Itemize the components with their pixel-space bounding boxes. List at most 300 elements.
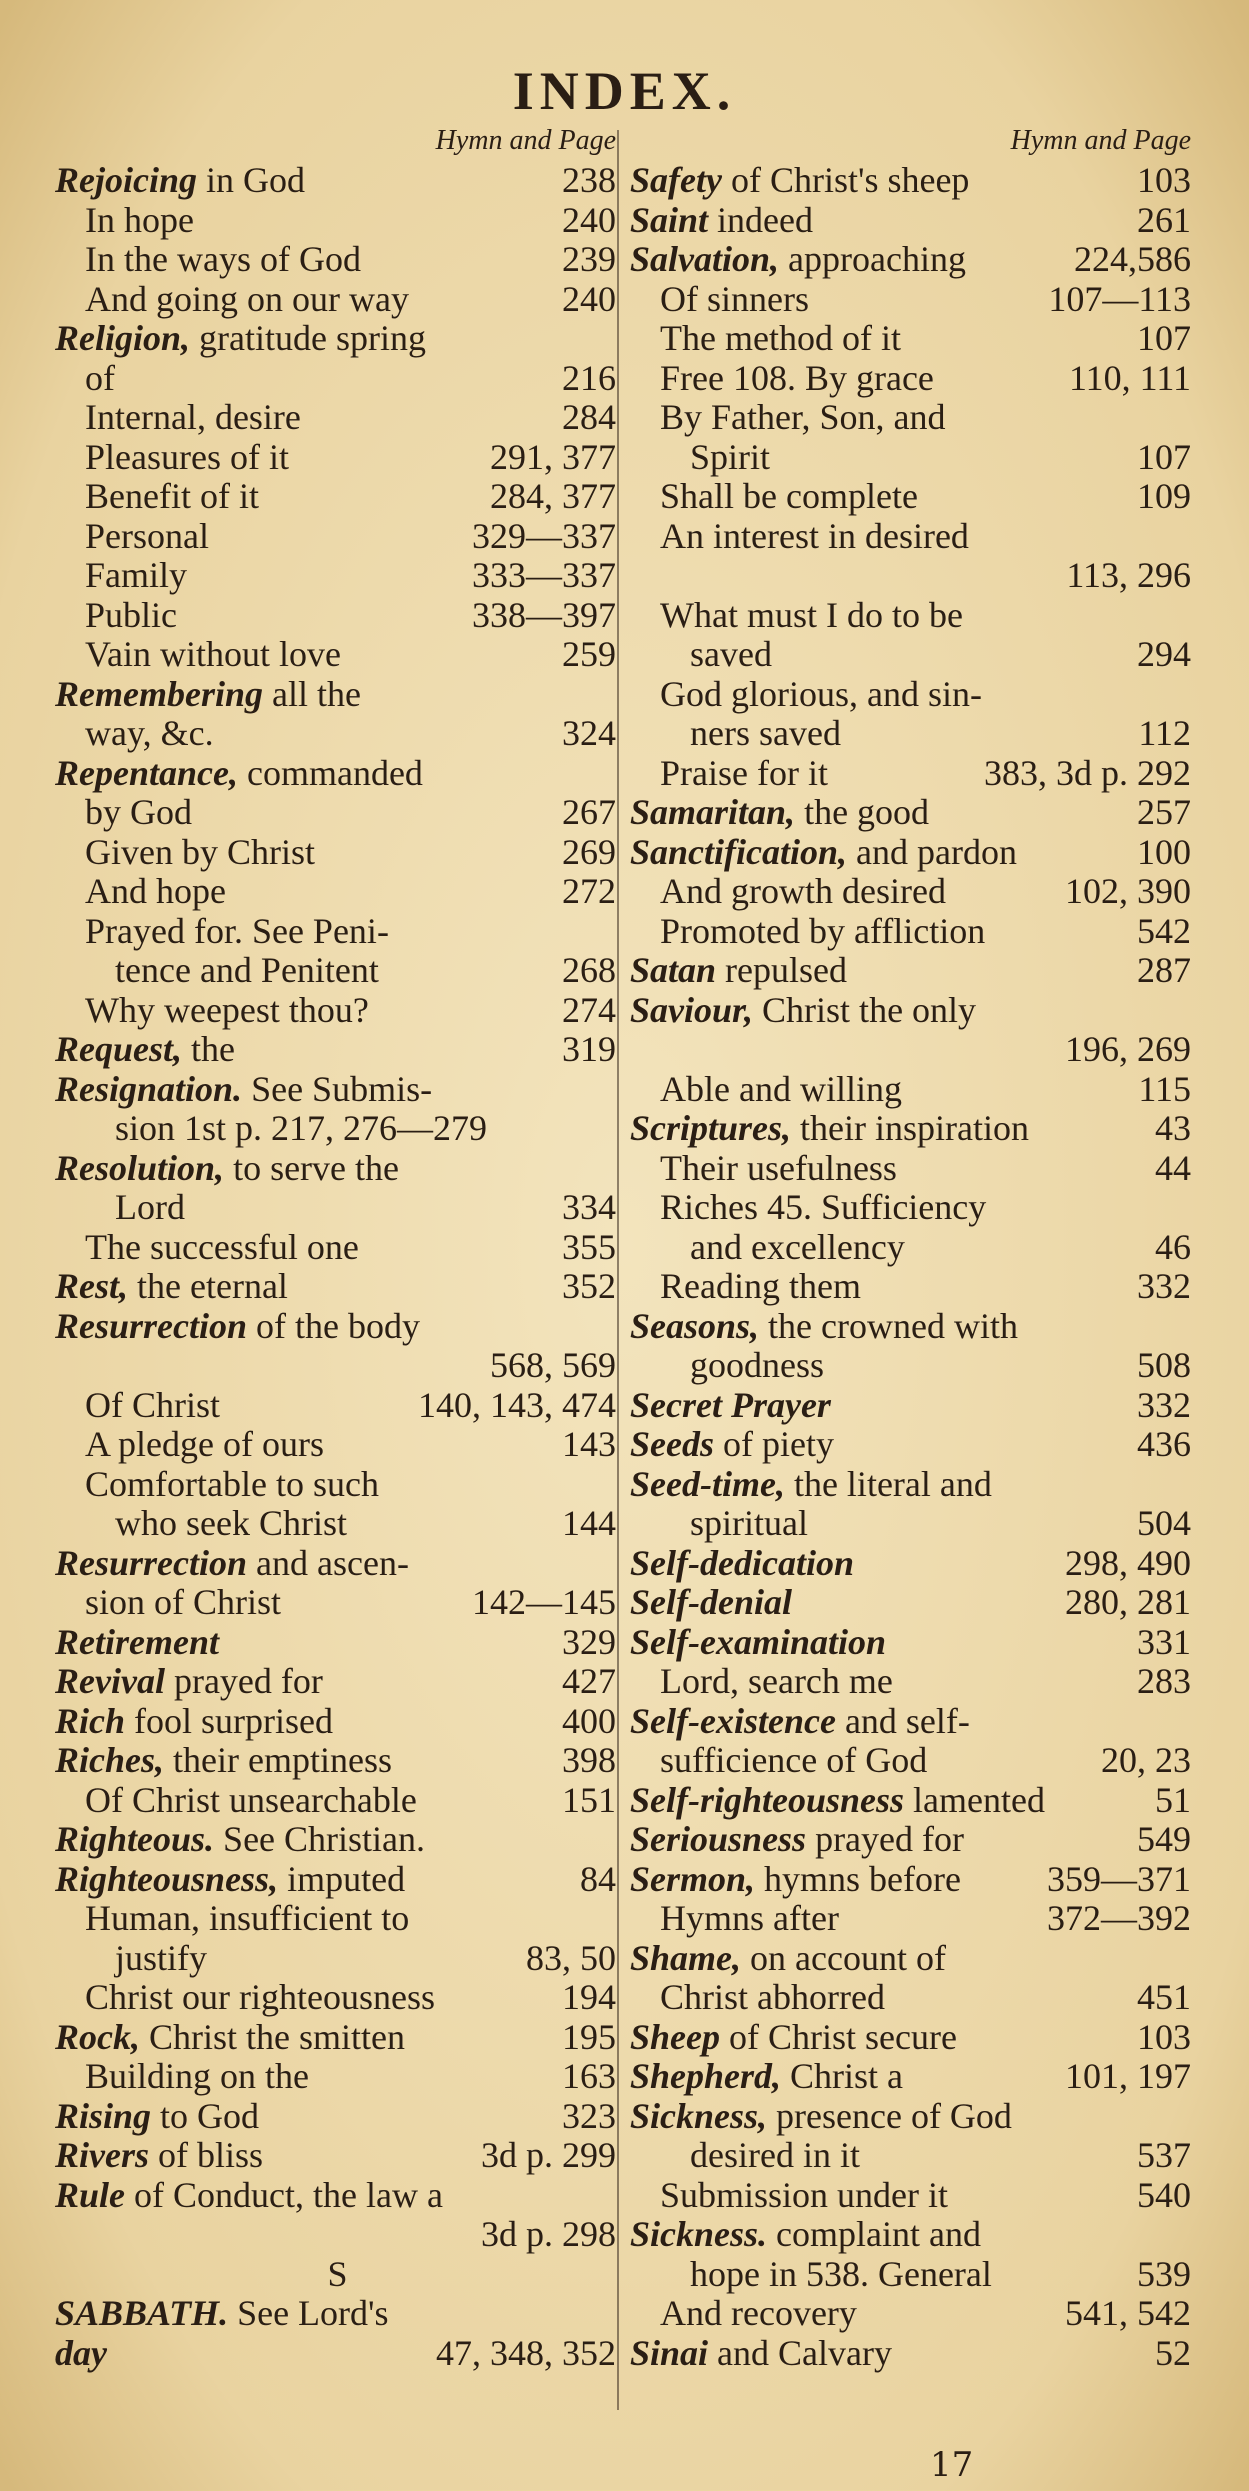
- entry-rest: indeed: [708, 199, 814, 240]
- entry-text: [630, 833, 1017, 873]
- entry-text: [85, 793, 192, 833]
- entry-text: [630, 1702, 970, 1742]
- entry-keyword: Rock,: [55, 2016, 140, 2057]
- index-entry: [630, 1899, 1195, 1939]
- entry-pages: 268: [562, 950, 616, 990]
- entry-text: [630, 240, 966, 280]
- entry-rest: and self-: [835, 1700, 970, 1741]
- index-entry: [55, 2097, 620, 2137]
- entry-text: [630, 1860, 961, 1900]
- entry-text: [630, 1820, 964, 1860]
- entry-text: [660, 280, 809, 320]
- entry-pages: 541, 542: [1065, 2293, 1191, 2333]
- entry-rest: and Calvary: [708, 2332, 892, 2373]
- entry-text: [690, 1504, 808, 1544]
- entry-text: [55, 1860, 405, 1900]
- entry-pages: 194: [562, 1977, 616, 2017]
- entry-pages: 267: [562, 792, 616, 832]
- entry-pages: 3d p. 299: [481, 2135, 616, 2175]
- entry-text: [660, 2294, 857, 2334]
- entry-rest: Public: [85, 594, 178, 635]
- entry-rest: lamented: [904, 1779, 1045, 1820]
- entry-text: [85, 596, 177, 636]
- index-entry: [630, 1781, 1195, 1821]
- index-entry: [630, 161, 1195, 201]
- entry-keyword: Remembering: [55, 673, 263, 714]
- entry-text: [85, 1583, 281, 1623]
- index-entry: [55, 201, 620, 241]
- entry-text: [660, 319, 901, 359]
- entry-keyword: Seriousness: [630, 1819, 807, 1859]
- entry-keyword: Self-examination: [630, 1621, 887, 1662]
- entry-rest: Spirit: [690, 436, 771, 477]
- entry-rest: S: [327, 2253, 348, 2294]
- entry-pages: 436: [1137, 1424, 1191, 1464]
- entry-pages: 224,586: [1074, 239, 1191, 279]
- entry-text: [55, 1267, 288, 1307]
- entry-pages: 43: [1155, 1108, 1191, 1148]
- entry-text: [660, 596, 963, 636]
- index-entry: [630, 1425, 1195, 1465]
- right-column-header: Hymn and Page: [1010, 125, 1191, 156]
- entry-text: [55, 675, 361, 715]
- entry-rest: In the ways of God: [85, 239, 361, 279]
- entry-rest: Submission under it: [660, 2174, 949, 2215]
- entry-keyword: Sickness,: [630, 2095, 768, 2136]
- entry-rest: Promoted by affliction: [660, 910, 986, 951]
- entry-rest: sufficience of God: [660, 1740, 928, 1780]
- entry-text: [630, 1939, 946, 1979]
- entry-text: [660, 1149, 897, 1189]
- entry-rest: Christ a: [781, 2056, 904, 2096]
- index-entry: [630, 438, 1195, 478]
- entry-pages: 352: [562, 1266, 616, 1306]
- index-entry: [630, 556, 1195, 596]
- entry-text: [660, 517, 969, 557]
- entry-rest: and ascen-: [247, 1542, 409, 1583]
- entry-pages: 332: [1137, 1384, 1191, 1425]
- index-entry: [630, 1662, 1195, 1702]
- index-entry: [630, 398, 1195, 438]
- entry-text: [660, 2176, 948, 2216]
- index-entry: [630, 2294, 1195, 2334]
- entry-text: [690, 1228, 905, 1268]
- entry-rest: to God: [151, 2095, 260, 2136]
- entry-pages: 329: [562, 1621, 616, 1662]
- entry-pages: 537: [1137, 2135, 1191, 2175]
- entry-text: [55, 1149, 399, 1189]
- entry-text: [630, 2334, 892, 2374]
- entry-text: [55, 2255, 620, 2295]
- entry-keyword: Rising: [55, 2095, 152, 2136]
- entry-text: [115, 1109, 487, 1149]
- index-entry: [55, 1820, 620, 1860]
- entry-keyword: Self-righteousness: [630, 1779, 905, 1820]
- entry-pages: 47, 348, 352: [436, 2332, 616, 2373]
- entry-rest: Reading them: [660, 1266, 861, 1306]
- entry-pages: 20, 23: [1101, 1740, 1191, 1780]
- index-entry: [55, 280, 620, 320]
- entry-rest: of bliss: [149, 2135, 264, 2175]
- entry-rest: complaint and: [767, 2214, 981, 2254]
- index-entry: [630, 359, 1195, 399]
- entry-keyword: Shepherd,: [630, 2056, 782, 2096]
- entry-pages: 240: [562, 199, 616, 240]
- index-entry: [55, 675, 620, 715]
- entry-keyword: Satan: [630, 950, 717, 990]
- entry-keyword: Resolution,: [55, 1147, 225, 1188]
- entry-text: [660, 872, 946, 912]
- index-entry: [630, 1860, 1195, 1900]
- entry-text: [660, 1662, 893, 1702]
- index-entry: [55, 1583, 620, 1623]
- entry-text: [85, 1386, 220, 1426]
- entry-rest: the literal and: [784, 1463, 992, 1504]
- entry-text: [85, 1781, 417, 1821]
- entry-text: [55, 2018, 405, 2058]
- entry-pages: 294: [1137, 634, 1191, 674]
- index-entry: [55, 833, 620, 873]
- entry-rest: sion 1st p. 217, 276—279: [115, 1108, 488, 1148]
- entry-rest: Pleasures of it: [85, 436, 289, 477]
- entry-text: [630, 991, 976, 1031]
- entry-rest: Of Christ: [85, 1384, 220, 1425]
- entry-pages: 107—113: [1048, 278, 1191, 319]
- index-entry: [630, 2334, 1195, 2374]
- entry-pages: 323: [562, 2095, 616, 2136]
- entry-rest: See Lord's: [228, 2293, 389, 2333]
- entry-rest: By Father, Son, and: [660, 397, 946, 437]
- entry-pages: 355: [562, 1226, 616, 1267]
- entry-pages: 107: [1137, 318, 1191, 358]
- entry-pages: 568, 569: [490, 1345, 616, 1385]
- entry-rest: Internal, desire: [85, 397, 301, 437]
- entry-keyword: Seed-time,: [630, 1463, 785, 1504]
- entry-text: [660, 1978, 885, 2018]
- entry-rest: Lord, search me: [660, 1661, 893, 1701]
- entry-rest: And going on our way: [85, 278, 409, 319]
- entry-text: [630, 1386, 831, 1426]
- entry-pages: 284, 377: [490, 476, 616, 516]
- entry-rest: sion of Christ: [85, 1582, 282, 1622]
- entry-rest: the good: [795, 792, 930, 832]
- index-entry: [55, 912, 620, 952]
- entry-rest: Given by Christ: [85, 831, 315, 872]
- index-entry: [55, 1781, 620, 1821]
- entry-text: [660, 398, 946, 438]
- index-entry: [55, 2294, 620, 2334]
- entry-rest: Free 108. By grace: [660, 357, 934, 398]
- index-entry: [55, 359, 620, 399]
- entry-pages: 331: [1137, 1621, 1191, 1662]
- entry-text: [55, 1623, 219, 1663]
- index-entry: [55, 2176, 620, 2216]
- entry-text: [55, 1741, 392, 1781]
- entry-rest: goodness: [690, 1345, 824, 1385]
- entry-text: [85, 1465, 379, 1505]
- index-entry: [630, 201, 1195, 241]
- entry-text: [630, 1307, 1018, 1347]
- entry-rest: in God: [197, 160, 305, 200]
- entry-text: [85, 201, 194, 241]
- entry-pages: 110, 111: [1069, 357, 1191, 398]
- index-entry: [630, 1307, 1195, 1347]
- entry-pages: 103: [1137, 160, 1191, 200]
- entry-pages: 100: [1137, 831, 1191, 872]
- index-entry: [630, 951, 1195, 991]
- index-entry: [630, 1188, 1195, 1228]
- index-entry: [630, 280, 1195, 320]
- index-entry: [630, 833, 1195, 873]
- entry-rest: Christ abhorred: [660, 1977, 885, 2017]
- entry-pages: 3d p. 298: [481, 2214, 616, 2254]
- entry-pages: 274: [562, 989, 616, 1030]
- entry-pages: 283: [1137, 1661, 1191, 1701]
- index-entry: [55, 556, 620, 596]
- entry-text: [55, 1030, 235, 1070]
- entry-rest: Riches 45. Sufficiency: [660, 1187, 987, 1227]
- index-entry: [55, 1662, 620, 1702]
- entry-pages: 291, 377: [490, 436, 616, 477]
- index-entry: [55, 240, 620, 280]
- entry-rest: prayed for: [164, 1661, 323, 1701]
- entry-rest: Prayed for. See Peni-: [85, 910, 389, 951]
- entry-rest: imputed: [278, 1858, 406, 1899]
- index-entry: [630, 1583, 1195, 1623]
- entry-keyword: Repentance,: [55, 752, 238, 793]
- entry-text: [55, 319, 426, 359]
- entry-rest: gratitude spring: [190, 318, 426, 358]
- entry-rest: tence and Penitent: [115, 950, 379, 990]
- entry-pages: 238: [562, 160, 616, 200]
- entry-keyword: Resurrection: [55, 1542, 248, 1583]
- entry-rest: the: [182, 1029, 235, 1069]
- entry-text: [630, 201, 813, 241]
- index-entry: [630, 477, 1195, 517]
- entry-text: [85, 2057, 309, 2097]
- entry-keyword: Rich: [55, 1700, 126, 1741]
- entry-keyword: Scriptures,: [630, 1108, 792, 1148]
- entry-text: [690, 635, 772, 675]
- entry-pages: 451: [1137, 1977, 1191, 2017]
- index-entry: [55, 319, 620, 359]
- entry-rest: the eternal: [128, 1266, 288, 1306]
- entry-pages: 372—392: [1047, 1898, 1191, 1938]
- entry-text: [660, 1070, 902, 1110]
- index-entry: [630, 2097, 1195, 2137]
- index-entry: [55, 161, 620, 201]
- entry-keyword: Retirement: [55, 1621, 219, 1662]
- entry-pages: 332: [1137, 1266, 1191, 1306]
- index-entry: [55, 2136, 620, 2176]
- entry-text: [630, 2057, 903, 2097]
- entry-keyword: Seeds: [630, 1424, 714, 1464]
- entry-pages: 46: [1155, 1226, 1191, 1267]
- entry-text: [85, 635, 341, 675]
- entry-rest: See Submis-: [242, 1068, 433, 1109]
- entry-rest: commanded: [237, 752, 423, 793]
- entry-pages: 359—371: [1047, 1858, 1191, 1899]
- entry-keyword: Self-denial: [630, 1582, 792, 1622]
- entry-rest: of Conduct, the law a: [125, 2174, 443, 2215]
- entry-text: [85, 714, 214, 754]
- index-entry: [55, 872, 620, 912]
- entry-rest: repulsed: [716, 950, 848, 990]
- entry-pages: 284: [562, 397, 616, 437]
- entry-rest: the crowned with: [759, 1305, 1018, 1346]
- entry-pages: 239: [562, 239, 616, 279]
- index-entry: [630, 517, 1195, 557]
- entry-text: [630, 1583, 792, 1623]
- entry-keyword: Secret Prayer: [630, 1384, 831, 1425]
- entry-rest: hope in 538. General: [690, 2253, 992, 2294]
- entry-rest: all the: [262, 673, 361, 714]
- entry-pages: 83, 50: [526, 1937, 616, 1978]
- entry-rest: Vain without love: [85, 634, 341, 674]
- entry-pages: 144: [562, 1503, 616, 1543]
- index-entry: [630, 1702, 1195, 1742]
- entry-rest: Building on the: [85, 2056, 309, 2096]
- index-entry: [55, 477, 620, 517]
- index-entry: [630, 1070, 1195, 1110]
- left-column-header: Hymn and Page: [435, 125, 616, 156]
- entry-pages: 383, 3d p. 292: [984, 752, 1191, 793]
- index-entry: [630, 2255, 1195, 2295]
- entry-pages: 113, 296: [1066, 555, 1191, 595]
- entry-pages: 269: [562, 831, 616, 872]
- index-entry: [630, 1504, 1195, 1544]
- entry-text: [690, 714, 841, 754]
- entry-rest: Hymns after: [660, 1898, 839, 1938]
- index-entry: [55, 714, 620, 754]
- entry-pages: 333—337: [472, 555, 616, 595]
- index-entry: [630, 1939, 1195, 1979]
- entry-keyword: Sanctification,: [630, 831, 848, 872]
- entry-text: [85, 280, 409, 320]
- entry-rest: Of Christ unsearchable: [85, 1779, 417, 1820]
- entry-text: [660, 359, 934, 399]
- entry-text: [690, 2255, 992, 2295]
- index-entry: [630, 1978, 1195, 2018]
- entry-text: [85, 556, 187, 596]
- entry-pages: 272: [562, 871, 616, 911]
- entry-rest: Personal: [85, 515, 209, 556]
- entry-rest: Why weepest thou?: [85, 989, 369, 1030]
- entry-rest: The successful one: [85, 1226, 359, 1267]
- index-entry: [630, 319, 1195, 359]
- index-entry: [55, 596, 620, 636]
- index-entry: [630, 793, 1195, 833]
- entry-text: [85, 1978, 435, 2018]
- index-entry: [630, 754, 1195, 794]
- entry-pages: 140, 143, 474: [418, 1384, 616, 1425]
- index-entry: [55, 1425, 620, 1465]
- index-entry: [55, 1899, 620, 1939]
- entry-rest: God glorious, and sin-: [660, 673, 982, 714]
- entry-keyword: Samaritan,: [630, 792, 796, 832]
- index-entry: [630, 991, 1195, 1031]
- index-entry: [55, 1978, 620, 2018]
- entry-keyword: Request,: [55, 1029, 183, 1069]
- entry-rest: Christ the smitten: [140, 2016, 405, 2057]
- entry-rest: Shall be complete: [660, 476, 918, 516]
- entry-keyword: Righteous.: [55, 1819, 215, 1859]
- entry-rest: Of sinners: [660, 278, 809, 319]
- entry-pages: 195: [562, 2016, 616, 2057]
- entry-rest: and excellency: [690, 1226, 905, 1267]
- index-entry: [55, 1702, 620, 1742]
- entry-pages: 109: [1137, 476, 1191, 516]
- index-entry: [630, 1149, 1195, 1189]
- index-entry: [630, 872, 1195, 912]
- entry-keyword: Saint: [630, 199, 709, 240]
- entry-keyword: Rule: [55, 2174, 126, 2215]
- entry-rest: saved: [690, 634, 772, 674]
- index-entry: [55, 635, 620, 675]
- entry-pages: 112: [1138, 713, 1191, 753]
- index-entry: [55, 1228, 620, 1268]
- entry-text: [690, 2136, 860, 2176]
- entry-pages: 51: [1155, 1779, 1191, 1820]
- entry-text: [630, 1544, 854, 1584]
- index-entry: [630, 2176, 1195, 2216]
- entry-pages: 107: [1137, 436, 1191, 477]
- entry-keyword: Salvation,: [630, 239, 780, 279]
- entry-text: [630, 1425, 834, 1465]
- entry-rest: Praise for it: [660, 752, 828, 793]
- entry-keyword: Religion,: [55, 318, 191, 358]
- index-entry: [55, 1860, 620, 1900]
- entry-text: [55, 1662, 323, 1702]
- index-entry: [55, 438, 620, 478]
- entry-text: [85, 398, 301, 438]
- entry-pages: 334: [562, 1187, 616, 1227]
- entry-pages: 240: [562, 278, 616, 319]
- entry-text: [55, 1070, 432, 1110]
- entry-text: [690, 1346, 824, 1386]
- entry-text: [85, 1899, 409, 1939]
- index-entry: [630, 2057, 1195, 2097]
- right-index-list: [630, 161, 1195, 2373]
- entry-text: [630, 2018, 957, 2058]
- entry-text: [630, 1781, 1045, 1821]
- entry-rest: prayed for: [806, 1819, 964, 1859]
- index-entry: [55, 517, 620, 557]
- entry-text: [630, 1623, 886, 1663]
- right-column: [630, 125, 1195, 2445]
- entry-text: [55, 1820, 425, 1860]
- entry-pages: 542: [1137, 910, 1191, 951]
- entry-pages: 216: [562, 357, 616, 398]
- entry-rest: And growth desired: [660, 871, 946, 911]
- entry-pages: 84: [580, 1858, 616, 1899]
- entry-text: [55, 1307, 420, 1347]
- entry-rest: Lord: [115, 1187, 185, 1227]
- index-entry: [630, 2018, 1195, 2058]
- entry-rest: ners saved: [690, 713, 841, 753]
- entry-text: [630, 951, 847, 991]
- entry-text: [55, 2136, 263, 2176]
- entry-text: [115, 951, 379, 991]
- entry-keyword: Sinai: [630, 2332, 709, 2373]
- index-entry: [630, 2136, 1195, 2176]
- left-column: [55, 125, 620, 2445]
- index-entry: [630, 1109, 1195, 1149]
- entry-keyword: Sickness.: [630, 2214, 768, 2254]
- entry-text: [55, 1702, 333, 1742]
- entry-pages: 257: [1137, 792, 1191, 832]
- index-entry: [55, 991, 620, 1031]
